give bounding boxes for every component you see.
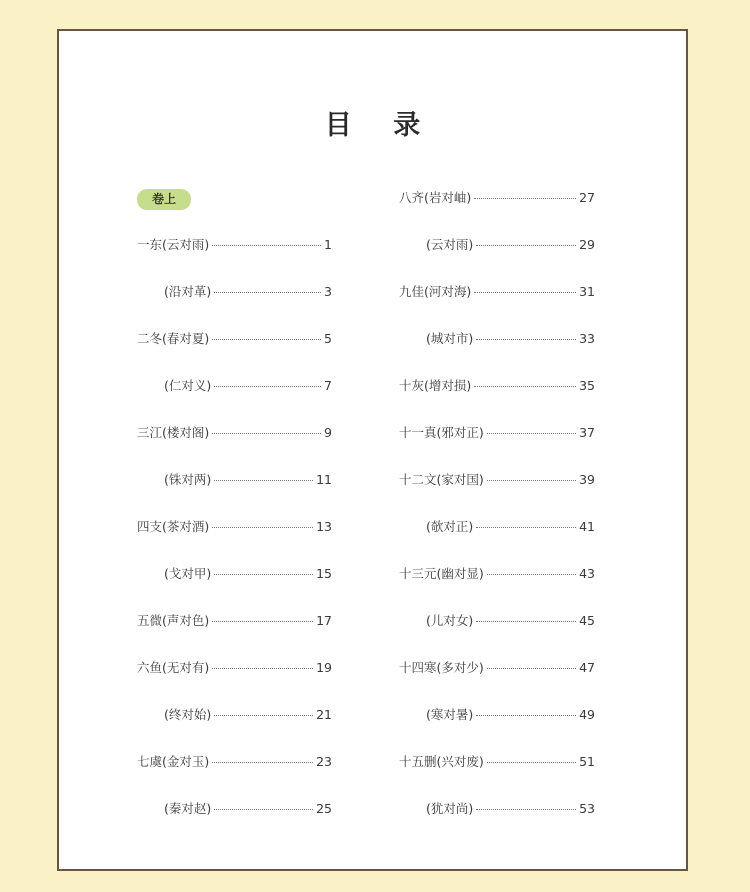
dot-leader <box>487 480 576 481</box>
toc-entry-page: 3 <box>324 283 332 299</box>
toc-entry-label: (欹对正) <box>426 519 474 534</box>
toc-entry-page: 11 <box>316 471 332 487</box>
toc-entry[interactable] <box>137 328 332 348</box>
toc-entry-page: 1 <box>324 236 332 252</box>
page-title: 目 录 <box>324 110 437 141</box>
toc-entry-label: (秦对赵) <box>164 801 212 816</box>
toc-entry-label: (犹对尚) <box>426 801 474 816</box>
section-badge: 卷上 <box>137 189 191 210</box>
dot-leader <box>214 386 321 387</box>
toc-entry-page: 27 <box>579 189 595 205</box>
toc-entry[interactable] <box>399 751 595 771</box>
dot-leader <box>214 574 313 575</box>
toc-entry-page: 35 <box>579 377 595 393</box>
toc-entry-page: 21 <box>316 706 332 722</box>
toc-entry[interactable] <box>399 563 595 583</box>
toc-entry-label: 六鱼(无对有) <box>137 660 210 675</box>
dot-leader <box>476 715 576 716</box>
dot-leader <box>476 527 576 528</box>
dot-leader <box>487 668 576 669</box>
toc-entry-page: 19 <box>316 659 332 675</box>
dot-leader <box>212 433 321 434</box>
toc-entry-label: (终对始) <box>164 707 212 722</box>
toc-entry[interactable] <box>399 281 595 301</box>
toc-entry-label: 十一真(邪对正) <box>399 425 484 440</box>
dot-leader <box>214 715 313 716</box>
toc-entry[interactable] <box>137 234 332 254</box>
toc-entry-page: 49 <box>579 706 595 722</box>
toc-entry[interactable] <box>426 328 595 348</box>
dot-leader <box>476 621 576 622</box>
toc-entry[interactable] <box>137 422 332 442</box>
dot-leader <box>487 574 576 575</box>
dot-leader <box>474 386 576 387</box>
toc-entry[interactable] <box>137 751 332 771</box>
toc-entry-page: 23 <box>316 753 332 769</box>
toc-entry-page: 37 <box>579 424 595 440</box>
dot-leader <box>214 292 321 293</box>
toc-entry-page: 39 <box>579 471 595 487</box>
toc-entry-page: 25 <box>316 800 332 816</box>
toc-entry-page: 17 <box>316 612 332 628</box>
toc-entry[interactable] <box>426 798 595 818</box>
toc-entry-label: 四支(茶对酒) <box>137 519 210 534</box>
dot-leader <box>474 292 576 293</box>
toc-entry[interactable] <box>399 469 595 489</box>
toc-entry-page: 41 <box>579 518 595 534</box>
toc-entry-page: 5 <box>324 330 332 346</box>
toc-entry[interactable] <box>164 798 332 818</box>
toc-entry-label: 十二文(家对国) <box>399 472 484 487</box>
toc-entry-label: 一东(云对雨) <box>137 237 210 252</box>
dot-leader <box>474 198 576 199</box>
toc-entry-label: (戈对甲) <box>164 566 212 581</box>
toc-entry-label: (沿对革) <box>164 284 212 299</box>
toc-entry[interactable] <box>426 516 595 536</box>
toc-entry-label: 二冬(春对夏) <box>137 331 210 346</box>
toc-entry-label: 九佳(河对海) <box>399 284 472 299</box>
toc-entry-label: (仁对义) <box>164 378 212 393</box>
toc-entry-label: (铢对两) <box>164 472 212 487</box>
toc-entry-label: 十四寒(多对少) <box>399 660 484 675</box>
toc-entry-label: (儿对女) <box>426 613 474 628</box>
toc-entry-label: 三江(楼对阁) <box>137 425 210 440</box>
toc-entry[interactable] <box>426 704 595 724</box>
toc-entry-label: (城对市) <box>426 331 474 346</box>
toc-entry-label: 八齐(岩对岫) <box>399 190 472 205</box>
dot-leader <box>487 762 576 763</box>
toc-entry[interactable] <box>426 234 595 254</box>
dot-leader <box>214 809 313 810</box>
dot-leader <box>212 762 313 763</box>
toc-entry[interactable] <box>399 375 595 395</box>
toc-entry[interactable] <box>164 469 332 489</box>
toc-entry-page: 33 <box>579 330 595 346</box>
dot-leader <box>212 668 313 669</box>
toc-entry-page: 29 <box>579 236 595 252</box>
toc-entry-label: (云对雨) <box>426 237 474 252</box>
toc-entry[interactable] <box>137 657 332 677</box>
toc-entry[interactable] <box>426 610 595 630</box>
toc-entry-label: 十三元(幽对显) <box>399 566 484 581</box>
toc-entry-page: 9 <box>324 424 332 440</box>
toc-page <box>57 29 688 871</box>
toc-entry-page: 51 <box>579 753 595 769</box>
toc-entry-page: 15 <box>316 565 332 581</box>
dot-leader <box>212 527 313 528</box>
dot-leader <box>212 621 313 622</box>
dot-leader <box>476 339 576 340</box>
toc-entry[interactable] <box>137 610 332 630</box>
toc-entry-label: 五微(声对色) <box>137 613 210 628</box>
toc-entry[interactable] <box>164 281 332 301</box>
toc-entry-page: 43 <box>579 565 595 581</box>
toc-entry-page: 53 <box>579 800 595 816</box>
toc-entry[interactable] <box>399 657 595 677</box>
toc-entry-page: 47 <box>579 659 595 675</box>
toc-entry-page: 13 <box>316 518 332 534</box>
dot-leader <box>476 245 576 246</box>
toc-entry-label: (寒对暑) <box>426 707 474 722</box>
toc-entry-label: 七虞(金对玉) <box>137 754 210 769</box>
dot-leader <box>214 480 313 481</box>
toc-entry[interactable] <box>399 422 595 442</box>
toc-entry[interactable] <box>399 187 595 207</box>
dot-leader <box>212 339 321 340</box>
toc-entry-page: 45 <box>579 612 595 628</box>
toc-entry[interactable] <box>164 704 332 724</box>
toc-entry[interactable] <box>137 516 332 536</box>
toc-entry-page: 31 <box>579 283 595 299</box>
toc-entry[interactable] <box>164 563 332 583</box>
toc-entry[interactable] <box>164 375 332 395</box>
toc-entry-label: 十灰(增对损) <box>399 378 472 393</box>
dot-leader <box>487 433 576 434</box>
toc-entry-page: 7 <box>324 377 332 393</box>
dot-leader <box>212 245 321 246</box>
toc-entry-label: 十五删(兴对废) <box>399 754 484 769</box>
dot-leader <box>476 809 576 810</box>
